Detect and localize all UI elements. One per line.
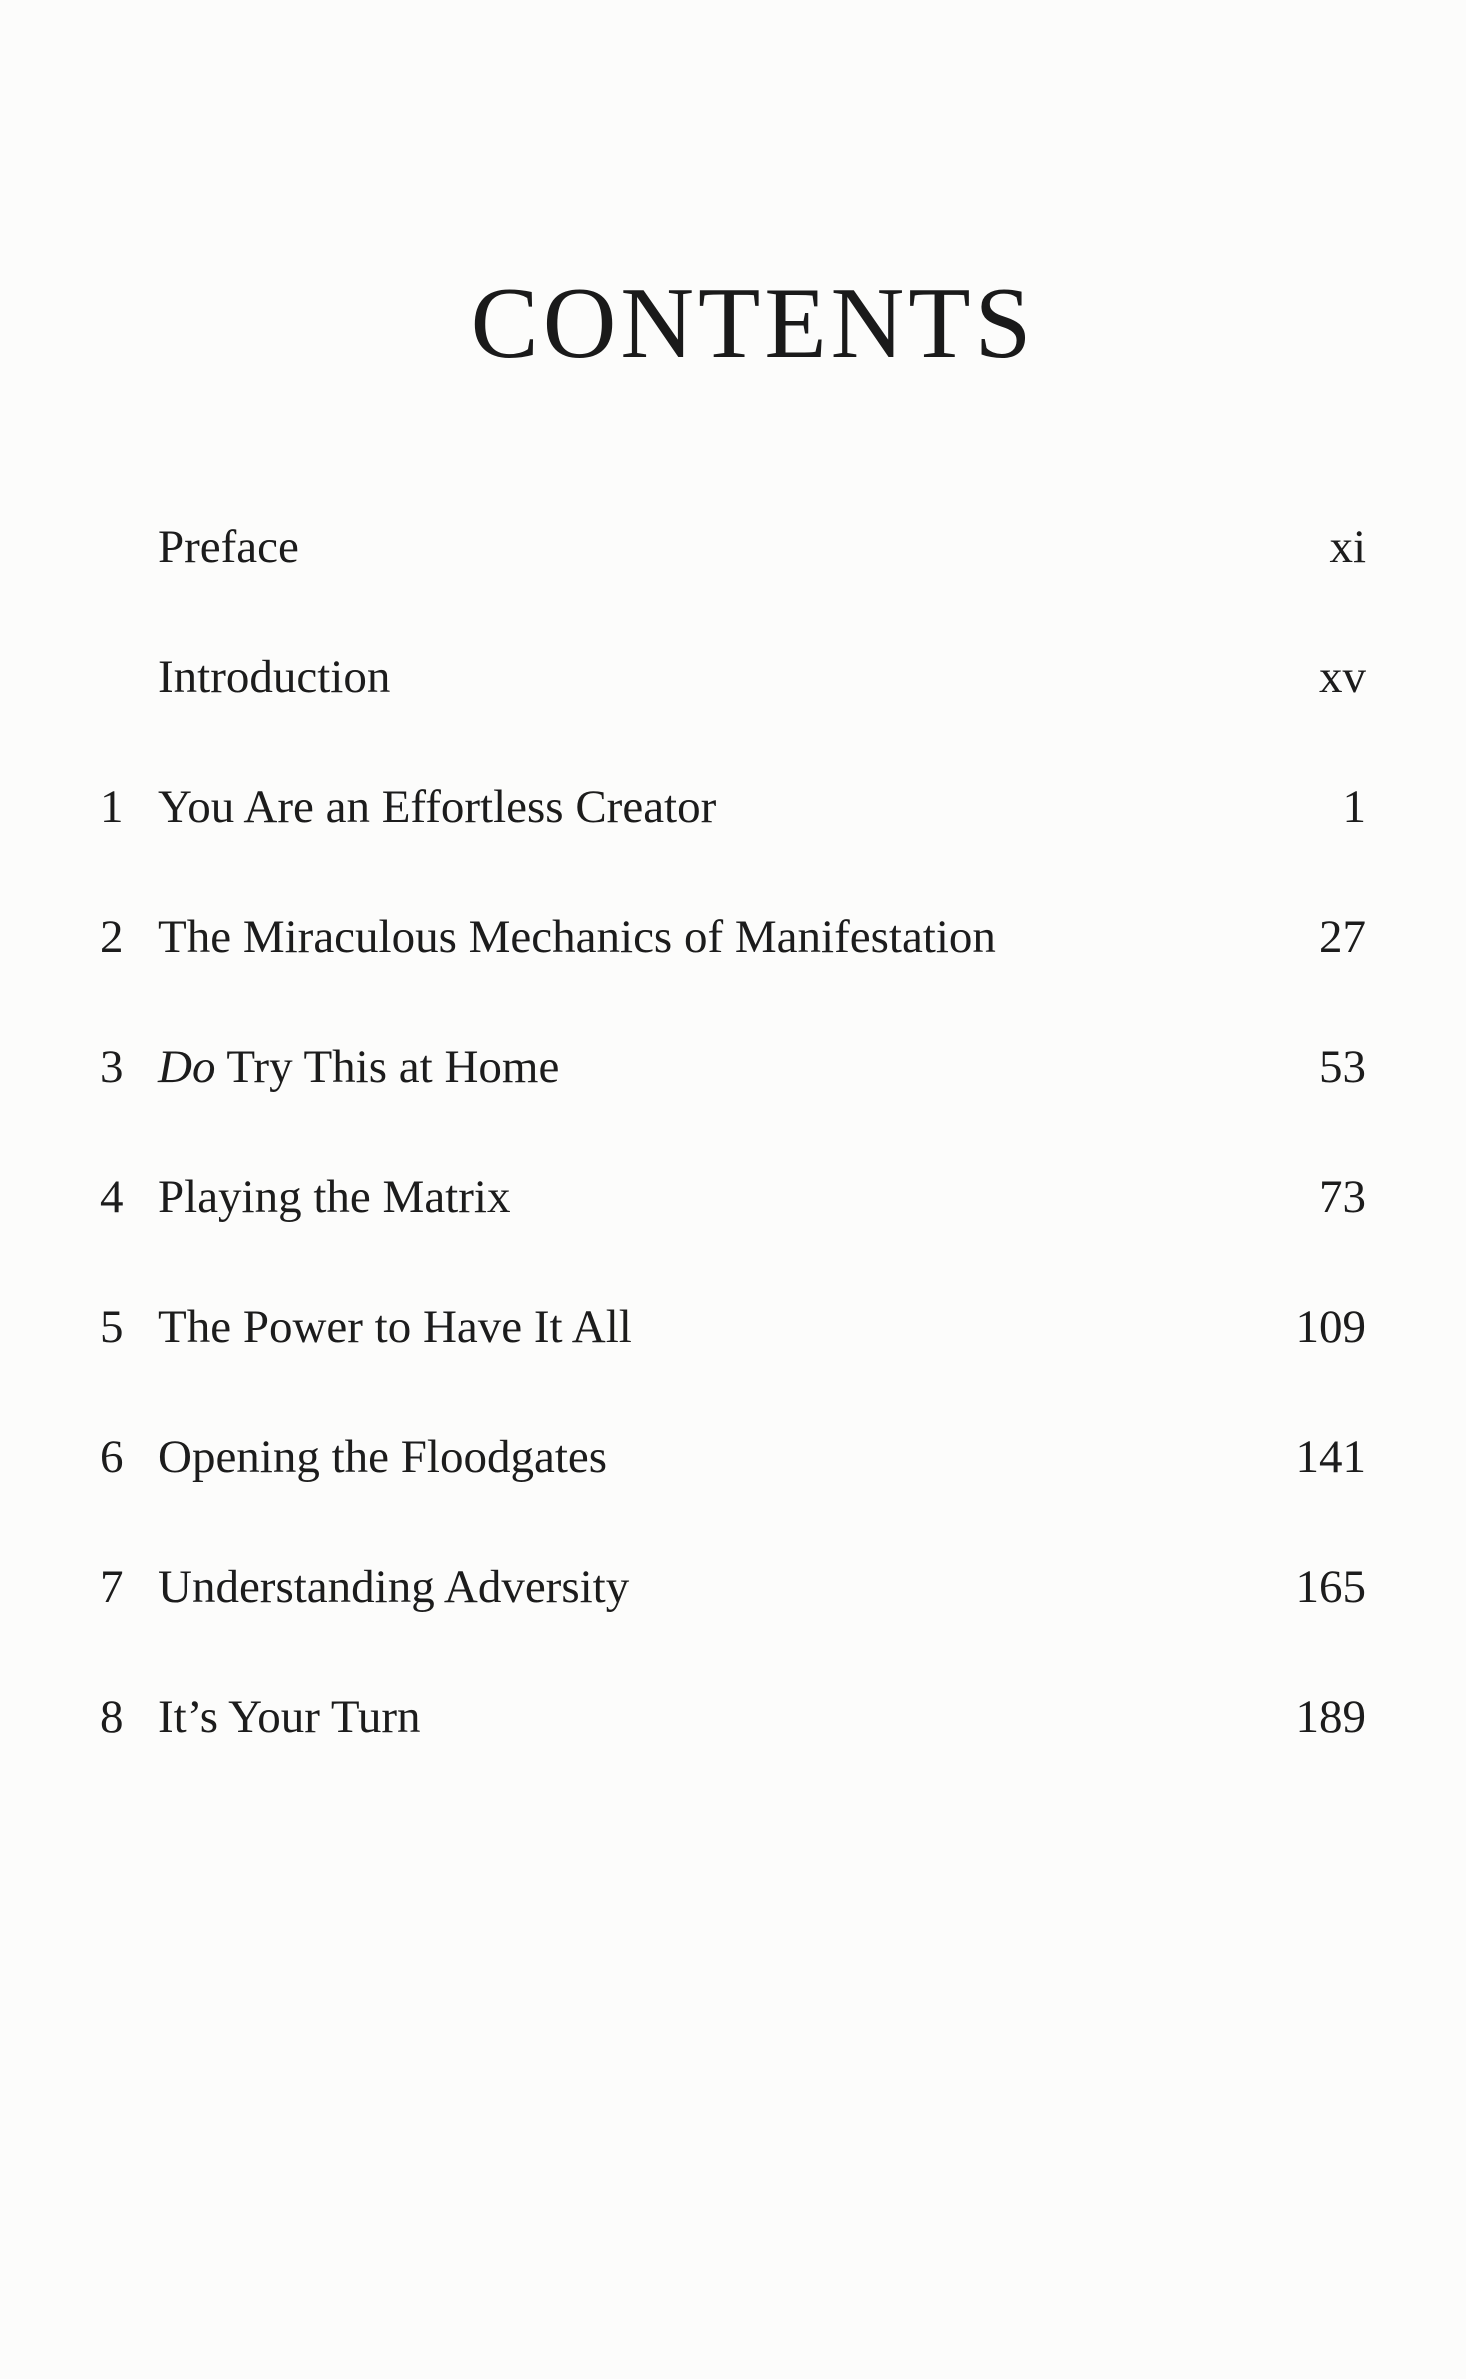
- page-number: 165: [1295, 1561, 1366, 1613]
- toc-entry-chapter-7: [0, 1550, 1466, 1680]
- chapter-title: Playing the Matrix: [158, 1171, 511, 1223]
- page-number: 1: [1342, 781, 1366, 833]
- toc-entry-chapter-1: [0, 770, 1466, 900]
- contents-heading: CONTENTS: [470, 267, 1036, 381]
- toc-entry-chapter-3: [0, 1030, 1466, 1160]
- chapter-number: 1: [100, 781, 124, 833]
- chapter-number: 7: [100, 1561, 124, 1613]
- table-of-contents: [0, 510, 1466, 1810]
- chapter-number: 4: [100, 1171, 124, 1223]
- chapter-title-rest: Try This at Home: [215, 1041, 560, 1093]
- chapter-title: The Power to Have It All: [158, 1301, 632, 1353]
- chapter-number: 6: [100, 1431, 124, 1483]
- page-number: 53: [1319, 1041, 1366, 1093]
- toc-entry-introduction: [0, 640, 1466, 770]
- page-number: 27: [1319, 911, 1366, 963]
- chapter-title: Introduction: [158, 651, 391, 703]
- page-number: 141: [1295, 1431, 1366, 1483]
- chapter-title: The Miraculous Mechanics of Manifestation: [158, 911, 996, 963]
- chapter-number: 2: [100, 911, 124, 963]
- page-number: 189: [1295, 1691, 1366, 1743]
- toc-entry-preface: [0, 510, 1466, 640]
- chapter-title: Opening the Floodgates: [158, 1431, 608, 1483]
- chapter-title: [158, 1030, 559, 1104]
- chapter-title: Understanding Adversity: [158, 1561, 630, 1613]
- toc-entry-chapter-2: [0, 900, 1466, 1030]
- chapter-number: 3: [100, 1041, 124, 1093]
- chapter-title: Preface: [158, 521, 299, 573]
- chapter-title: It’s Your Turn: [158, 1691, 421, 1743]
- chapter-number: 5: [100, 1301, 124, 1353]
- chapter-title: You Are an Effortless Creator: [158, 781, 717, 833]
- chapter-title-italic: Do: [158, 1041, 216, 1093]
- page-number: xi: [1329, 521, 1366, 573]
- toc-entry-chapter-8: [0, 1680, 1466, 1810]
- page-number: xv: [1319, 651, 1366, 703]
- toc-entry-chapter-4: [0, 1160, 1466, 1290]
- chapter-number: 8: [100, 1691, 124, 1743]
- page-number: 109: [1295, 1301, 1366, 1353]
- toc-entry-chapter-6: [0, 1420, 1466, 1550]
- toc-entry-chapter-5: [0, 1290, 1466, 1420]
- page-number: 73: [1319, 1171, 1366, 1223]
